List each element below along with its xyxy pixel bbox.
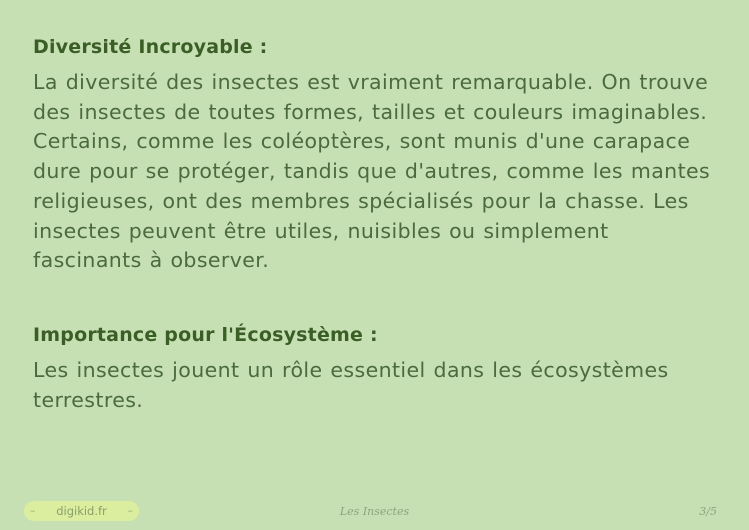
section-ecosystem (33, 322, 723, 415)
section-body-ecosystem: Les insectes jouent un rôle essentiel dans les écosystèmes terrestres. (33, 357, 669, 412)
page-number: 3/5 (699, 505, 717, 518)
section-body-diversity: La diversité des insectes est vraiment remarquable. On trouve des insectes de toutes formes, tailles et couleurs imaginables. Certains, comme les coléoptères, sont munis d'une carapace dure pour se protéger, tandis que d'autres, comme les mantes religieuses, ont des membres spécialisés pour la chasse. Les insectes peuvent être utiles, nuisibles ou simplement fascinants à observer. (33, 70, 711, 273)
section-title-ecosystem: Importance pour l'Écosystème : (33, 323, 378, 346)
brand-right-mark: – (127, 504, 133, 517)
section-title-diversity: Diversité Incroyable : (33, 36, 268, 58)
slide-footer (0, 500, 749, 524)
section-diversity (33, 34, 723, 276)
brand-left-mark: – (30, 504, 36, 517)
slide-content (33, 34, 723, 415)
brand-label: digikid.fr (56, 504, 107, 518)
footer-title: Les Insectes (339, 505, 410, 518)
